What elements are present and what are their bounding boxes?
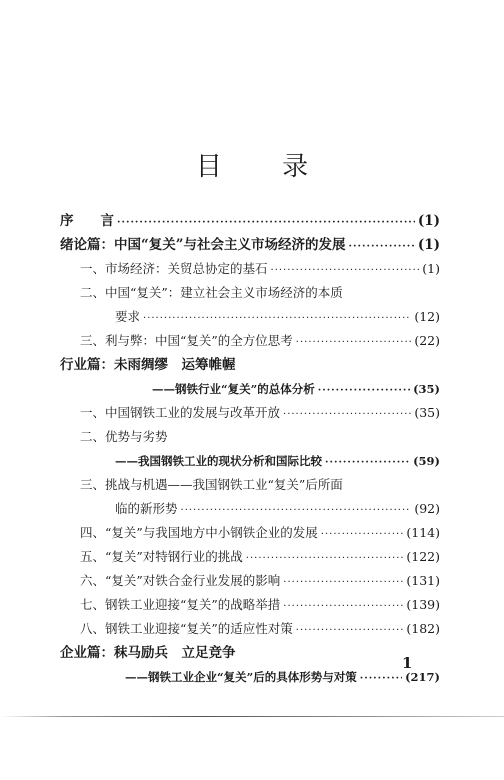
toc-entry-page: (122) (406, 549, 440, 564)
toc-entry-label: 三、挑战与机遇——我国钢铁工业“复关”后所面 (80, 477, 343, 492)
dot-leader (246, 549, 404, 569)
toc-entry-label: 二、中国“复关”：建立社会主义市场经济的本质 (80, 285, 343, 300)
toc-entry-page: (35) (414, 405, 440, 420)
toc-entry-label: 临的新形势 (115, 501, 178, 516)
toc-entry-page: (1) (417, 237, 440, 253)
toc-entry-label: ——我国钢铁工业的现状分析和国际比较 (115, 454, 322, 468)
toc-entry-label: ——钢铁行业“复关”的总体分析 (152, 382, 315, 396)
toc-entry-page: (131) (406, 573, 440, 588)
toc-entry (80, 403, 440, 423)
toc-entry-page: (114) (406, 525, 440, 540)
toc-entry (80, 259, 440, 279)
toc-entry-label: 八、钢铁工业迎接“复关”的适应性对策 (80, 621, 293, 636)
toc-entry-label: 二、优势与劣势 (80, 429, 168, 444)
dot-leader (181, 501, 412, 521)
dot-leader (271, 261, 420, 281)
dot-leader (117, 213, 415, 233)
dot-leader (318, 381, 410, 401)
toc-entry-label: 要求 (115, 309, 141, 324)
toc-entry-label: 一、中国钢铁工业的发展与改革开放 (80, 405, 281, 420)
toc-entry-page: (92) (414, 501, 440, 516)
toc-entry (115, 499, 440, 519)
dot-leader (296, 333, 412, 353)
toc-entry-page: (1) (417, 213, 440, 229)
bottom-divider (0, 716, 504, 717)
toc-entry (80, 547, 440, 567)
dot-leader (283, 597, 403, 617)
toc-entry-label: 绪论篇：中国“复关”与社会主义市场经济的发展 (60, 237, 346, 253)
toc-section-industry: 行业篇：未雨绸缪 运筹帷幄 (60, 357, 236, 373)
toc-entry-label: 六、“复关”对铁合金行业发展的影响 (80, 573, 281, 588)
toc-section-enterprise: 企业篇：秣马励兵 立足竞争 (60, 645, 236, 661)
toc-entry (80, 331, 440, 351)
toc-entry-page: (1) (422, 261, 440, 276)
toc-entry-page: (59) (413, 454, 440, 468)
toc-entry-label: 三、利与弊：中国“复关”的全方位思考 (80, 333, 293, 348)
toc-entry-subtitle (115, 451, 440, 471)
toc-entry-page: (182) (406, 621, 440, 636)
toc-entry-subtitle (152, 379, 440, 399)
toc-entry (80, 571, 440, 591)
toc-entry-label: 七、钢铁工业迎接“复关”的战略举措 (80, 597, 281, 612)
toc-entry-introduction (60, 235, 440, 255)
toc-entry-label: 一、市场经济：关贸总协定的基石 (80, 261, 268, 276)
toc-entry-preface (60, 211, 440, 231)
toc-entry-label: 四、“复关”与我国地方中小钢铁企业的发展 (80, 525, 318, 540)
dot-leader (360, 669, 402, 689)
toc-entry (80, 523, 440, 543)
toc-entry-page: (139) (406, 597, 440, 612)
toc-entry-page: (12) (414, 309, 440, 324)
toc-entry-page: (217) (405, 670, 440, 684)
dot-leader (143, 309, 411, 329)
toc-entry (115, 307, 440, 327)
toc-entry (80, 595, 440, 615)
toc-entry-page: (35) (413, 382, 440, 396)
dot-leader (325, 453, 410, 473)
toc-entry-label: 序 言 (60, 213, 114, 229)
page-title: 目 录 (195, 152, 335, 182)
toc-entry-page: (22) (414, 333, 440, 348)
dot-leader (283, 573, 403, 593)
dot-leader (296, 621, 404, 641)
toc-entry-subtitle (125, 667, 440, 687)
dot-leader (321, 525, 404, 545)
toc-entry-label: ——钢铁工业企业“复关”后的具体形势与对策 (125, 670, 357, 684)
toc-entry (80, 619, 440, 639)
dot-leader (283, 405, 411, 425)
page-number: 1 (402, 654, 413, 672)
toc-entry-label: 五、“复关”对特钢行业的挑战 (80, 549, 243, 564)
dot-leader (349, 237, 415, 257)
